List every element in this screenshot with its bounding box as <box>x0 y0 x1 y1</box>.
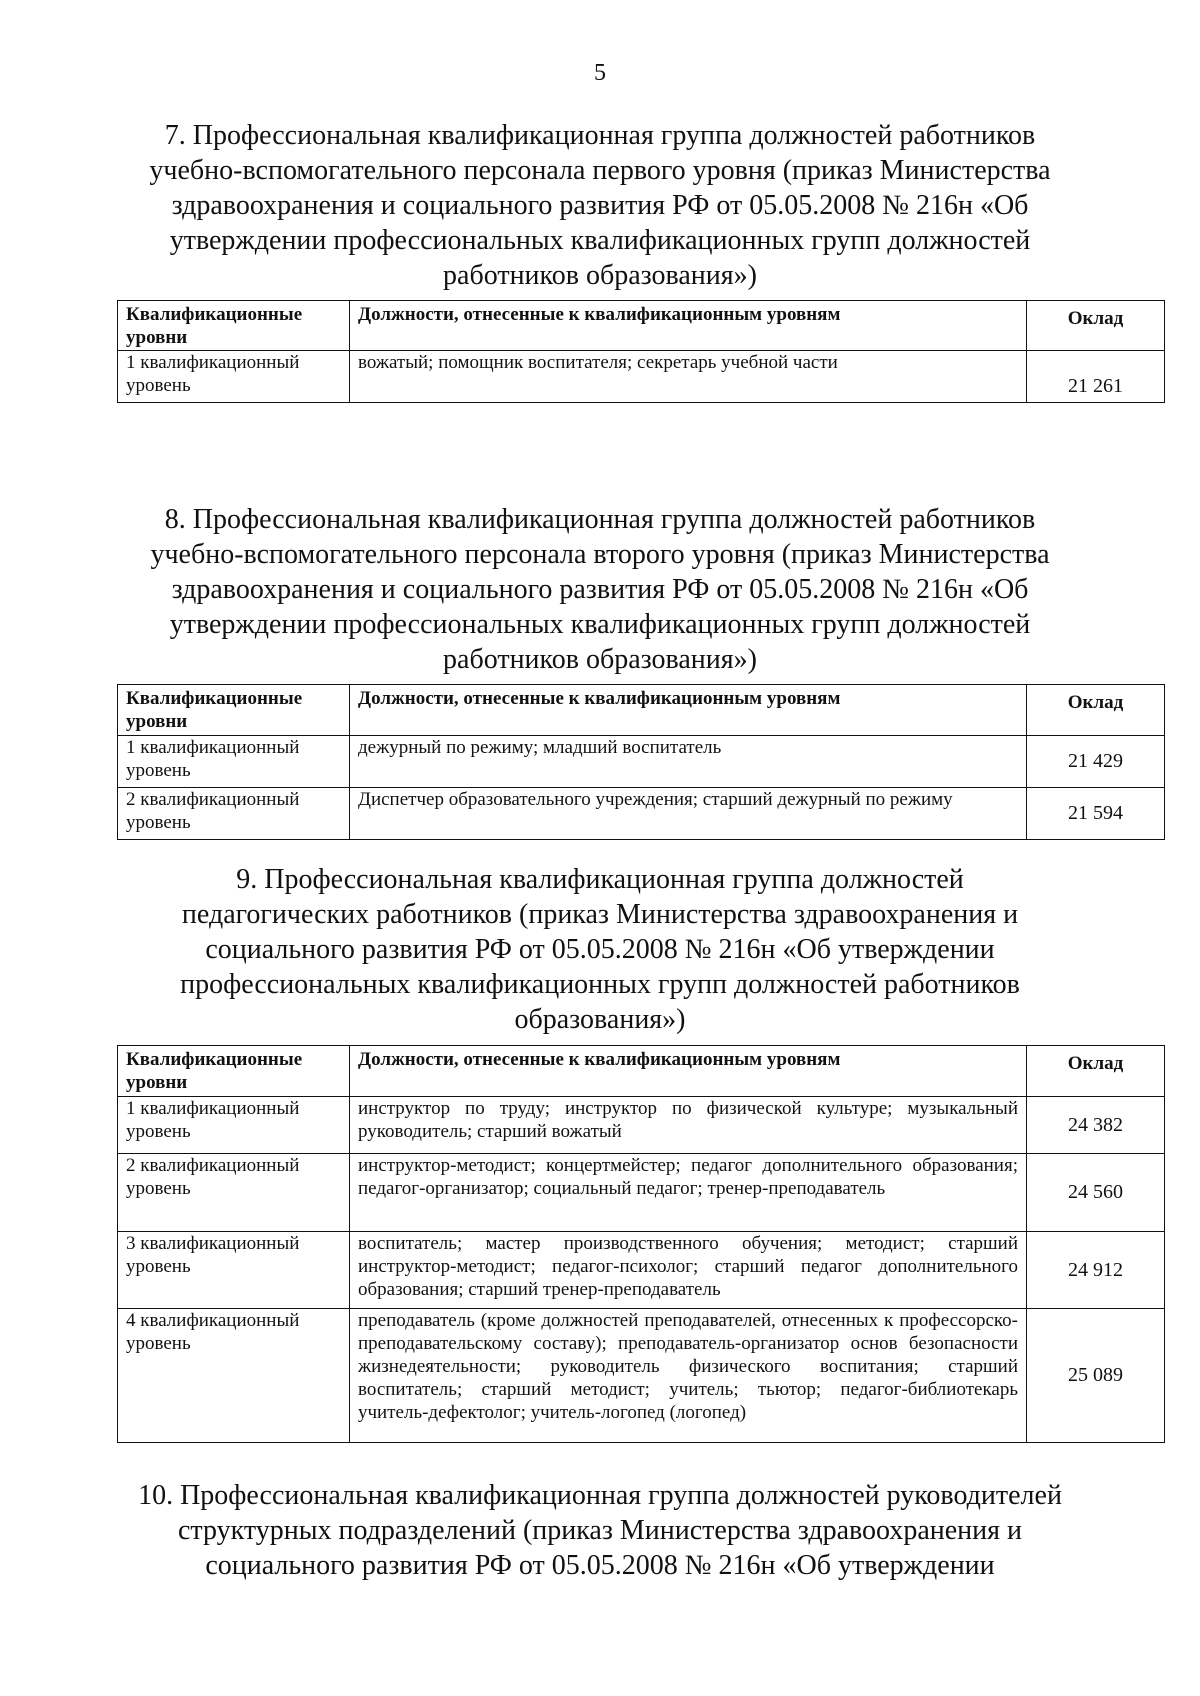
title-line: профессиональных квалификационных групп должностей работников <box>180 969 1020 1000</box>
salary-cell: 24 560 <box>1027 1154 1165 1232</box>
header-positions: Должности, отнесенные к квалификационным уровням <box>350 685 1027 736</box>
title-line: 9. Профессиональная квалификационная группа должностей <box>236 864 964 895</box>
header-levels: Квалификационные уровни <box>118 685 350 736</box>
salary-cell: 21 261 <box>1027 351 1165 403</box>
table-header-row <box>118 1046 1165 1097</box>
section-7-title <box>0 118 1200 293</box>
positions-cell: Диспетчер образовательного учреждения; старший дежурный по режиму <box>350 788 1027 840</box>
salary-cell: 25 089 <box>1027 1309 1165 1443</box>
title-line: здравоохранения и социального развития РФ от 05.05.2008 № 216н «Об <box>171 574 1029 605</box>
title-line: учебно-вспомогательного персонала первого уровня (приказ Министерства <box>149 155 1051 186</box>
level-cell: 2 квалификационный уровень <box>118 788 350 840</box>
title-line: социального развития РФ от 05.05.2008 № 216н «Об утверждении <box>205 934 995 965</box>
table-header-row <box>118 685 1165 736</box>
section-9-title <box>0 862 1200 1037</box>
title-line: 7. Профессиональная квалификационная группа должностей работников <box>164 120 1036 151</box>
title-line: 8. Профессиональная квалификационная группа должностей работников <box>164 504 1036 535</box>
salary-cell: 24 912 <box>1027 1232 1165 1309</box>
positions-cell: вожатый; помощник воспитателя; секретарь учебной части <box>350 351 1027 403</box>
level-cell: 1 квалификационный уровень <box>118 351 350 403</box>
level-cell: 1 квалификационный уровень <box>118 736 350 788</box>
header-levels: Квалификационные уровни <box>118 1046 350 1097</box>
level-cell: 2 квалификационный уровень <box>118 1154 350 1232</box>
header-positions: Должности, отнесенные к квалификационным уровням <box>350 1046 1027 1097</box>
title-line: 10. Профессиональная квалификационная группа должностей руководителей <box>138 1480 1062 1511</box>
title-line: структурных подразделений (приказ Министерства здравоохранения и <box>177 1515 1023 1546</box>
table-row <box>118 1232 1165 1309</box>
page-number: 5 <box>594 60 606 86</box>
level-cell: 3 квалификационный уровень <box>118 1232 350 1309</box>
section-8-title <box>0 502 1200 677</box>
positions-cell: инструктор-методист; концертмейстер; педагог дополнительного образования; педагог-организатор; социальный педагог; тренер-преподаватель <box>350 1154 1027 1232</box>
title-line: утверждении профессиональных квалификационных групп должностей <box>169 609 1031 640</box>
title-line: учебно-вспомогательного персонала второго уровня (приказ Министерства <box>150 539 1050 570</box>
table-row <box>118 1097 1165 1154</box>
salary-cell: 24 382 <box>1027 1097 1165 1154</box>
positions-cell: дежурный по режиму; младший воспитатель <box>350 736 1027 788</box>
table-row <box>118 1154 1165 1232</box>
level-cell: 4 квалификационный уровень <box>118 1309 350 1443</box>
header-salary: Оклад <box>1027 685 1165 736</box>
title-line: утверждении профессиональных квалификационных групп должностей <box>169 225 1031 256</box>
title-line: социального развития РФ от 05.05.2008 № 216н «Об утверждении <box>205 1550 995 1581</box>
header-salary: Оклад <box>1027 1046 1165 1097</box>
title-line: образования») <box>514 1004 686 1035</box>
header-positions: Должности, отнесенные к квалификационным уровням <box>350 301 1027 351</box>
title-line: работников образования») <box>443 260 757 291</box>
header-salary: Оклад <box>1027 301 1165 351</box>
table-row <box>118 788 1165 840</box>
table-row <box>118 736 1165 788</box>
positions-cell: преподаватель (кроме должностей преподавателей, отнесенных к профессорско-преподавательскому составу); преподаватель-организатор основ безопасности жизнедеятельности; руководитель физического воспитания; старший воспитатель; старший методист; учитель; тьютор; педагог-библиотекарь учитель-дефектолог; учитель-логопед (логопед) <box>350 1309 1027 1443</box>
salary-cell: 21 594 <box>1027 788 1165 840</box>
title-line: педагогических работников (приказ Министерства здравоохранения и <box>181 899 1019 930</box>
header-levels: Квалификационные уровни <box>118 301 350 351</box>
section-7-table <box>117 300 1165 403</box>
table-row <box>118 1309 1165 1443</box>
title-line: работников образования») <box>443 644 757 675</box>
table-row <box>118 351 1165 403</box>
section-8-table <box>117 684 1165 840</box>
table-header-row <box>118 301 1165 351</box>
positions-cell: воспитатель; мастер производственного обучения; методист; старший инструктор-методист; педагог-психолог; старший педагог дополнительного образования; старший тренер-преподаватель <box>350 1232 1027 1309</box>
title-line: здравоохранения и социального развития РФ от 05.05.2008 № 216н «Об <box>171 190 1029 221</box>
section-10-title <box>0 1478 1200 1583</box>
section-9-table <box>117 1045 1165 1443</box>
positions-cell: инструктор по труду; инструктор по физической культуре; музыкальный руководитель; старший вожатый <box>350 1097 1027 1154</box>
salary-cell: 21 429 <box>1027 736 1165 788</box>
level-cell: 1 квалификационный уровень <box>118 1097 350 1154</box>
